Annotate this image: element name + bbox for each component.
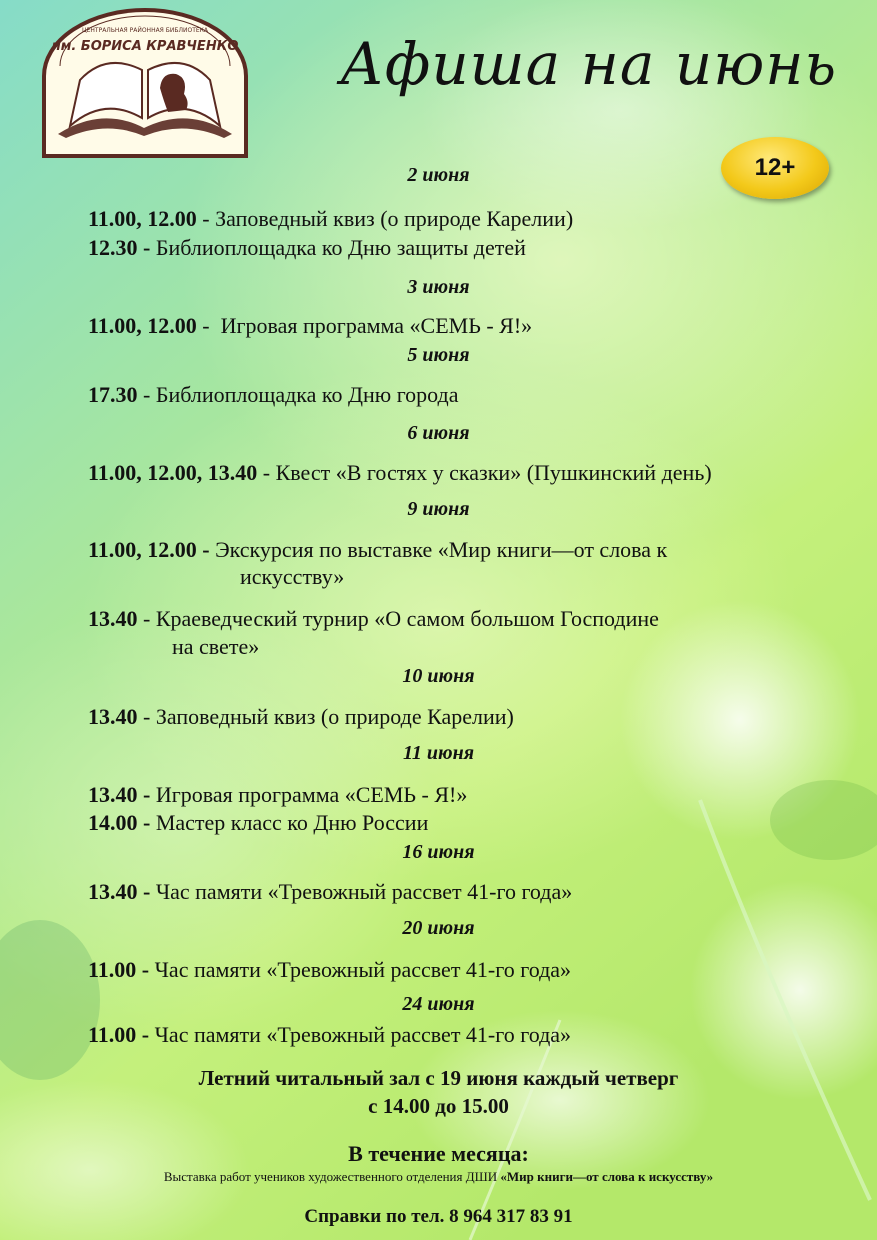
event-text: Библиоплощадка ко Дню города	[155, 382, 459, 407]
page-title: Афиша на июнь	[340, 30, 838, 98]
event-text: Час памяти «Тревожный рассвет 41-го года»	[154, 957, 572, 982]
date-heading: 2 июня	[407, 164, 470, 186]
event-text-continued: искусству»	[240, 564, 345, 589]
logo-text-top: ЦЕНТРАЛЬНАЯ РАЙОННАЯ БИБЛИОТЕКА	[81, 27, 209, 34]
event-time: 11.00 -	[88, 957, 150, 982]
date-heading: 10 июня	[402, 665, 475, 687]
event-time: 11.00, 12.00	[88, 313, 197, 338]
reading-room-line2: с 14.00 до 15.00	[368, 1094, 509, 1118]
event-text: Заповедный квиз (о природе Карелии)	[215, 206, 574, 231]
event-line: 13.40 - Заповедный квиз (о природе Карелии)	[88, 704, 514, 729]
event-text: Заповедный квиз (о природе Карелии)	[155, 704, 514, 729]
exhibition-prefix: Выставка работ учеников художественного отделения ДШИ	[163, 1169, 501, 1184]
age-rating-badge: 12+	[721, 137, 829, 199]
event-time: 11.00, 12.00, 13.40	[88, 460, 258, 485]
event-line	[88, 879, 572, 905]
event-time: 13.40	[88, 606, 138, 631]
logo-text-main: им. БОРИСА КРАВЧЕНКО	[51, 39, 239, 54]
event-text: Игровая программа «СЕМЬ - Я!»	[155, 782, 468, 807]
event-line	[88, 235, 526, 261]
event-line	[88, 1022, 571, 1048]
date-heading: 5 июня	[407, 344, 470, 366]
date-heading: 11 июня	[402, 742, 475, 764]
event-line: 11.00, 12.00 - Заповедный квиз (о природе Карелии)	[88, 206, 574, 231]
date-heading: 6 июня	[407, 422, 470, 444]
event-text: Мастер класс ко Дню России	[155, 810, 429, 835]
event-line	[88, 537, 667, 563]
event-text: Игровая программа «СЕМЬ - Я!»	[220, 313, 533, 338]
event-line: 11.00, 12.00, 13.40 - Квест «В гостях у сказки» (Пушкинский день)	[88, 460, 712, 485]
event-line: 17.30 - Библиоплощадка ко Дню города	[88, 382, 459, 407]
event-time: 13.40 -	[88, 879, 151, 904]
date-heading: 9 июня	[407, 498, 470, 520]
event-time: 11.00 -	[88, 1022, 150, 1047]
month-heading: В течение месяца:	[348, 1141, 529, 1166]
event-time: 17.30	[88, 382, 138, 407]
event-line: 11.00, 12.00 - Игровая программа «СЕМЬ - Я!»	[88, 313, 533, 338]
library-logo	[40, 6, 250, 158]
event-line: 13.40 - Краеведческий турнир «О самом большом Господине	[88, 606, 659, 631]
event-time: 11.00, 12.00 -	[88, 537, 210, 562]
event-line	[88, 810, 428, 836]
event-time: 11.00, 12.00	[88, 206, 197, 231]
date-heading: 16 июня	[402, 841, 475, 863]
event-text: Краеведческий турнир «О самом большом Господине	[155, 606, 659, 631]
date-heading: 24 июня	[402, 993, 475, 1015]
event-time: 13.40 -	[88, 782, 151, 807]
exhibition-line	[0, 1169, 877, 1185]
contact-phone: Справки по тел. 8 964 317 83 91	[304, 1206, 573, 1227]
event-text: Квест «В гостях у сказки» (Пушкинский день)	[275, 460, 712, 485]
event-text: Экскурсия по выставке «Мир книги—от слова к	[215, 537, 668, 562]
date-heading: 3 июня	[407, 276, 470, 298]
event-time: 13.40	[88, 704, 138, 729]
event-text: Библиоплощадка ко Дню защиты детей	[155, 235, 526, 260]
date-heading: 20 июня	[402, 917, 475, 939]
event-text: Час памяти «Тревожный рассвет 41-го года»	[155, 879, 573, 904]
exhibition-title: «Мир книги—от слова к искусству»	[500, 1169, 714, 1184]
event-line	[88, 782, 467, 808]
event-line	[88, 957, 571, 983]
event-text: Час памяти «Тревожный рассвет 41-го года»	[154, 1022, 572, 1047]
event-time: 12.30 -	[88, 235, 151, 260]
event-time: 14.00 -	[88, 810, 151, 835]
reading-room-line1: Летний читальный зал с 19 июня каждый четверг	[198, 1066, 679, 1090]
event-text-continued: на свете»	[172, 634, 260, 659]
